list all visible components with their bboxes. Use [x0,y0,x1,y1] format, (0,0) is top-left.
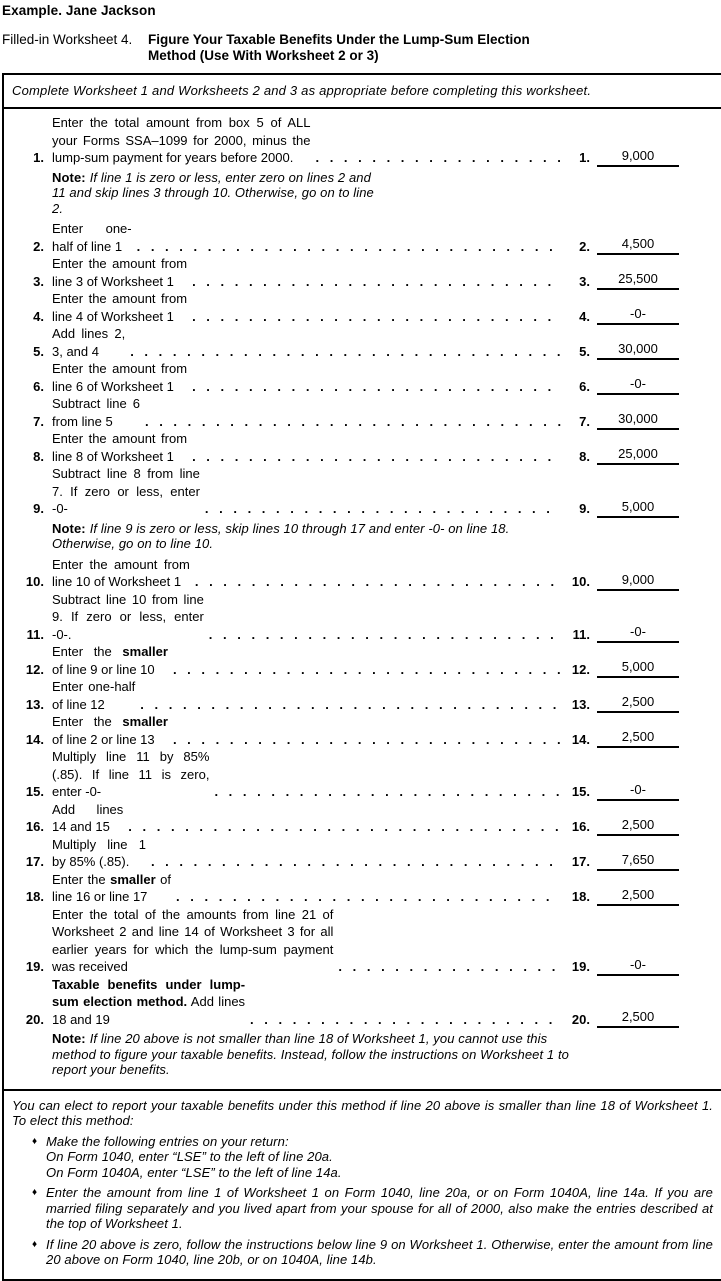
line-description [52,465,561,518]
entry-area [561,236,721,255]
text-segment: Subtract line 6 from line 5 [52,396,140,429]
dot-leader [123,818,561,836]
text-segment: Add lines 18 and 19 [52,994,246,1027]
amount-value: 2,500 [597,694,679,713]
line-number-right: 6. [579,378,590,394]
text-segment: Enter the amount from line 6 of Worksheet 1 [52,361,188,394]
line-text [52,360,187,395]
text-segment: Enter the total of the amounts from line 21 of Worksheet 2 and line 14 of Worksheet 3 for all earlier years for which the lump-sum payment was received [52,906,334,974]
line-description [52,325,561,360]
dot-leader [190,573,561,591]
entry-area [561,957,721,976]
line-number: 1. [33,150,44,165]
line-number-right: 4. [579,308,590,324]
line-text [52,906,333,976]
worksheet-row [4,255,721,290]
election-intro: You can elect to report your taxable benefits under this method if line 20 above is smaller than line 18 of Worksheet 1. To elect this method: [12,1097,713,1128]
line-text [52,643,168,678]
amount-value: 2,500 [597,817,679,836]
entry-area [561,817,721,836]
amount-value: 2,500 [597,729,679,748]
entry-area [561,376,721,395]
amount-value: 7,650 [597,852,679,871]
text-segment: of line 2 or line 13 [52,731,155,747]
line-description [52,836,561,871]
worksheet-row [4,325,721,360]
worksheet-label: Filled-in Worksheet 4. [2,32,133,47]
line-text [52,678,135,713]
line-number: 8. [33,448,44,464]
line-number: 3. [33,273,44,289]
text-segment: Multiply line 1 by 85% (.85). [52,836,146,869]
line-number-right: 8. [579,448,590,464]
worksheet-rows [4,109,721,1089]
text-segment: Enter one-half of line 12 [52,679,136,712]
diamond-bullet-icon: ♦ [32,1187,38,1198]
dot-leader [135,696,561,714]
bullet-item [12,1134,713,1181]
worksheet-row [4,836,721,871]
note [52,1031,574,1078]
text-segment-bold: smaller [122,714,168,729]
line-number-right: 14. [571,731,590,747]
dot-leader [146,853,561,871]
line-number-right: 9. [579,501,590,516]
bullet-item [12,1185,713,1232]
text-segment: of line 9 or line 10 [52,661,155,677]
line-text [52,255,187,290]
dot-leader [204,626,561,644]
line-number-right: 2. [579,238,590,254]
worksheet-row [4,556,721,591]
note [52,521,557,552]
line-number-right: 20. [571,1011,590,1027]
text-segment: Enter the amount from line 8 of Worksheet 1 [52,431,188,464]
dot-leader [200,500,561,518]
worksheet-row [4,114,721,167]
line-number: 17. [25,854,44,869]
line-description [52,255,561,290]
entry-area [561,1009,721,1028]
line-description [52,114,561,167]
line-text [52,395,140,430]
bullet-line: Make the following entries on your return: [46,1133,289,1149]
worksheet-row [4,643,721,678]
amount-value: 2,500 [597,1009,679,1028]
line-description [52,906,561,976]
line-description [52,801,561,836]
line-description [52,556,561,591]
dot-leader [245,1011,561,1029]
entry-area [561,446,721,465]
line-text [52,290,187,325]
amount-value: 25,500 [597,271,679,290]
line-description [52,748,561,801]
amount-value: 25,000 [597,446,679,465]
line-description [52,290,561,325]
note-label: Note: [52,169,86,185]
text-segment: of line 16 or line 17 [52,871,172,904]
entry-area [561,148,721,167]
dot-leader [310,149,561,167]
bullet-line: On Form 1040, enter “LSE” to the left of line 20a. [46,1149,333,1164]
amount-value: 4,500 [597,236,679,255]
bullet-text: If line 20 above is zero, follow the instructions below line 9 on Worksheet 1. Otherwise, enter the amount from line 20 above on Form 1040, line 20b, or on 1040A, line 14b. [46,1236,713,1267]
entry-area [561,694,721,713]
entry-area [561,306,721,325]
amount-value: 9,000 [597,148,679,167]
dot-leader [132,238,561,256]
line-description [52,360,561,395]
text-segment: Add lines 14 and 15 [52,801,124,834]
line-number-right: 13. [571,696,590,712]
amount-value: -0- [597,957,679,976]
line-number-right: 17. [571,854,590,869]
text-segment: Enter the amount from line 10 of Worksheet 1 [52,556,190,589]
worksheet-row [4,871,721,906]
dot-leader [125,343,561,361]
line-description [52,220,561,255]
worksheet-row [4,290,721,325]
line-number: 6. [33,378,44,394]
line-description [52,871,561,906]
line-number: 13. [25,696,44,712]
note-text: If line 9 is zero or less, skip lines 10 through 17 and enter -0- on line 18. Otherwise, go on to line 10. [52,520,510,551]
entry-area [561,782,721,801]
line-number-right: 19. [571,959,590,974]
worksheet-row [4,748,721,801]
note [52,170,384,217]
line-number-right: 7. [579,413,590,429]
bullet-text [46,1134,713,1181]
entry-area [561,887,721,906]
dot-leader [168,731,561,749]
line-number: 16. [25,819,44,834]
bullet-text: Enter the amount from line 1 of Worksheet 1 on Form 1040, line 20a, or on Form 1040A, line 14a. If you are married filing separately and you lived apart from your spouse for all of 2000, also make the entries described at the top of Worksheet 1. [46,1185,713,1231]
amount-value: 9,000 [597,572,679,591]
line-text [52,430,187,465]
line-text [52,836,146,871]
amount-value: 5,000 [597,659,679,678]
dot-leader [187,378,561,396]
line-number: 15. [25,784,44,799]
line-number: 14. [25,731,44,747]
note-text: If line 1 is zero or less, enter zero on lines 2 and 11 and skip lines 3 through 10. Otherwise, go on to line 2. [52,169,374,216]
note-text: If line 20 above is not smaller than line 18 of Worksheet 1, you cannot use this method to figure your taxable benefits. Instead, follow the instructions on Worksheet 1 to report your benefits. [52,1031,570,1077]
amount-value: 2,500 [597,887,679,906]
bullet-item [12,1237,713,1268]
line-text [52,801,123,836]
text-segment-bold: smaller [122,644,168,659]
entry-area [561,624,721,643]
line-number: 9. [33,501,44,516]
dot-leader [209,783,561,801]
title-line-2: Method (Use With Worksheet 2 or 3) [148,48,379,63]
line-number-right: 16. [571,819,590,834]
worksheet-row [4,430,721,465]
line-description [52,430,561,465]
worksheet-row [4,976,721,1029]
worksheet-row [4,906,721,976]
entry-area [561,271,721,290]
diamond-bullet-icon: ♦ [32,1238,38,1250]
worksheet-row [4,360,721,395]
line-description [52,591,561,644]
line-number-right: 5. [579,343,590,359]
line-description [52,713,561,748]
text-segment: Enter one-half of line 1 [52,221,132,254]
worksheet-box [2,73,721,1281]
dot-leader [187,273,561,291]
line-number-right: 10. [571,574,590,589]
line-number-right: 15. [571,784,590,799]
worksheet-title [2,32,721,64]
worksheet-row [4,591,721,644]
dot-leader [187,308,561,326]
amount-value: -0- [597,624,679,643]
line-number: 20. [25,1011,44,1027]
entry-area [561,572,721,591]
text-segment: Multiply line 11 by 85% (.85). If line 11 is zero, enter -0- [52,749,210,799]
title-line-1: Figure Your Taxable Benefits Under the Lump-Sum Election [148,32,530,47]
example-heading: Example. Jane Jackson [2,3,156,18]
entry-area [561,411,721,430]
entry-area [561,341,721,360]
line-number-right: 1. [579,150,590,165]
text-segment: Enter the amount from line 3 of Worksheet 1 [52,256,188,289]
amount-value: -0- [597,782,679,801]
amount-value: 5,000 [597,499,679,518]
line-description [52,678,561,713]
line-number-right: 12. [571,661,590,677]
worksheet-row [4,801,721,836]
text-segment: Add lines 2, 3, and 4 [52,326,126,359]
line-text [52,114,310,167]
amount-value: 30,000 [597,411,679,430]
entry-area [561,499,721,518]
line-text [52,976,245,1029]
worksheet-instruction: Complete Worksheet 1 and Worksheets 2 and 3 as appropriate before completing this worksheet. [4,75,721,109]
line-text [52,325,125,360]
dot-leader [171,888,561,906]
line-number: 18. [25,889,44,904]
dot-leader [333,958,561,976]
text-segment-bold: Taxable benefits under lump-sum election method. [52,976,246,1009]
text-segment: Subtract line 8 from line 7. If zero or less, enter -0- [52,466,200,516]
entry-area [561,852,721,871]
line-number-right: 18. [571,889,590,904]
dot-leader [168,661,561,679]
bullet-line: On Form 1040A, enter “LSE” to the left of line 14a. [46,1164,342,1180]
line-text [52,591,204,644]
line-text [52,713,168,748]
worksheet-row [4,678,721,713]
text-segment: Enter the [52,644,123,659]
line-text [52,220,132,255]
dot-leader [187,448,561,466]
note-label: Note: [52,1031,86,1046]
line-number-right: 3. [579,273,590,289]
diamond-bullet-icon: ♦ [32,1135,38,1147]
amount-value: 30,000 [597,341,679,360]
text-segment: Enter the total amount from box 5 of ALL your Forms SSA–1099 for 2000, minus the lump-sum payment for years before 2000. [52,115,311,165]
text-segment: Enter the amount from line 4 of Worksheet 1 [52,291,188,324]
worksheet-row [4,465,721,518]
dot-leader [140,413,561,431]
text-segment: Enter the [52,714,123,729]
line-number: 12. [25,661,44,677]
line-number: 7. [33,413,44,429]
line-number: 11. [26,626,44,642]
worksheet-row [4,395,721,430]
line-text [52,556,190,591]
line-number: 4. [33,308,44,324]
note-label: Note: [52,520,86,536]
line-text [52,465,200,518]
line-text [52,748,209,801]
text-segment: Subtract line 10 from line 9. If zero or less, enter -0-. [52,591,204,642]
worksheet-row [4,220,721,255]
election-instructions [4,1089,721,1279]
amount-value: -0- [597,306,679,325]
line-description [52,643,561,678]
line-number: 10. [25,574,44,589]
text-segment-bold: smaller [110,871,156,887]
line-text [52,871,171,906]
line-number: 2. [33,238,44,254]
line-description [52,976,561,1029]
line-number: 19. [25,959,44,974]
text-segment: Enter the [52,871,111,887]
amount-value: -0- [597,376,679,395]
line-description [52,395,561,430]
entry-area [561,729,721,748]
line-number-right: 11. [572,626,590,642]
worksheet-title-text [148,32,530,64]
line-number: 5. [33,343,44,359]
entry-area [561,659,721,678]
worksheet-row [4,713,721,748]
